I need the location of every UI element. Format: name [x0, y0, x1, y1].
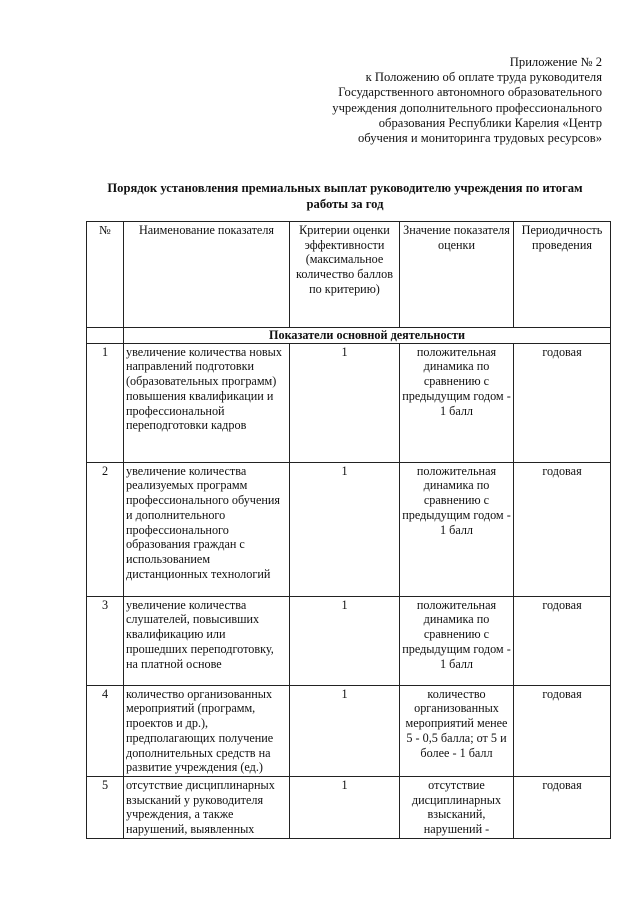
- table-row: [87, 343, 611, 462]
- appendix-line: Приложение № 2: [509, 55, 602, 69]
- table-header-row: [87, 222, 611, 328]
- appendix-block: [282, 55, 602, 146]
- header-name: Наименование показателя: [124, 222, 290, 328]
- row-value: положительная динамика по сравнению с предыдущим годом - 1 балл: [400, 343, 514, 462]
- appendix-line: учреждения дополнительного профессионального: [332, 100, 602, 115]
- row-name: увеличение количества новых направлений подготовки (образовательных программ) повышения квалификации и профессиональной переподготовки кадров: [124, 343, 290, 462]
- header-criteria: Критерии оценки эффективности (максимальное количество баллов по критерию): [290, 222, 400, 328]
- table-row: [87, 776, 611, 838]
- row-name: количество организованных мероприятий (программ, проектов и др.), предполагающих получение дополнительных средств на развитие учреждения (ед.): [124, 685, 290, 776]
- row-number: 3: [87, 596, 124, 685]
- row-period: годовая: [514, 596, 611, 685]
- header-number: №: [87, 222, 124, 328]
- row-criteria: 1: [290, 462, 400, 596]
- appendix-line: обучения и мониторинга трудовых ресурсов»: [357, 131, 602, 146]
- section-title: Показатели основной деятельности: [124, 328, 611, 344]
- appendix-line: образования Республики Карелия «Центр: [378, 115, 602, 130]
- section-empty-cell: [87, 328, 124, 344]
- row-number: 4: [87, 685, 124, 776]
- row-period: годовая: [514, 462, 611, 596]
- row-name: увеличение количества слушателей, повысивших квалификацию или прошедших переподготовку, на платной основе: [124, 596, 290, 685]
- appendix-line: к Положению об оплате труда руководителя: [365, 70, 602, 85]
- row-name: увеличение количества реализуемых программ профессионального обучения и дополнительного профессионального образования граждан с использованием дистанционных технологий: [124, 462, 290, 596]
- row-period: годовая: [514, 343, 611, 462]
- row-criteria: 1: [290, 685, 400, 776]
- row-criteria: 1: [290, 776, 400, 838]
- row-value: положительная динамика по сравнению с предыдущим годом - 1 балл: [400, 596, 514, 685]
- bonus-criteria-table: [86, 221, 611, 839]
- header-value: Значение показателя оценки: [400, 222, 514, 328]
- row-criteria: 1: [290, 343, 400, 462]
- row-value: положительная динамика по сравнению с предыдущим годом - 1 балл: [400, 462, 514, 596]
- row-value: количество организованных мероприятий менее 5 - 0,5 балла; от 5 и более - 1 балл: [400, 685, 514, 776]
- section-row: [87, 328, 611, 344]
- row-criteria: 1: [290, 596, 400, 685]
- header-period: Периодичность проведения: [514, 222, 611, 328]
- row-number: 5: [87, 776, 124, 838]
- row-period: годовая: [514, 776, 611, 838]
- table-row: [87, 596, 611, 685]
- row-name: отсутствие дисциплинарных взысканий у руководителя учреждения, а также нарушений, выявленных: [124, 776, 290, 838]
- row-period: годовая: [514, 685, 611, 776]
- row-number: 1: [87, 343, 124, 462]
- table-row: [87, 462, 611, 596]
- row-number: 2: [87, 462, 124, 596]
- table-row: [87, 685, 611, 776]
- row-value: отсутствие дисциплинарных взысканий, нарушений -: [400, 776, 514, 838]
- appendix-line: Государственного автономного образовательного: [338, 85, 602, 100]
- document-title: Порядок установления премиальных выплат руководителю учреждения по итогам работы за год: [107, 181, 583, 211]
